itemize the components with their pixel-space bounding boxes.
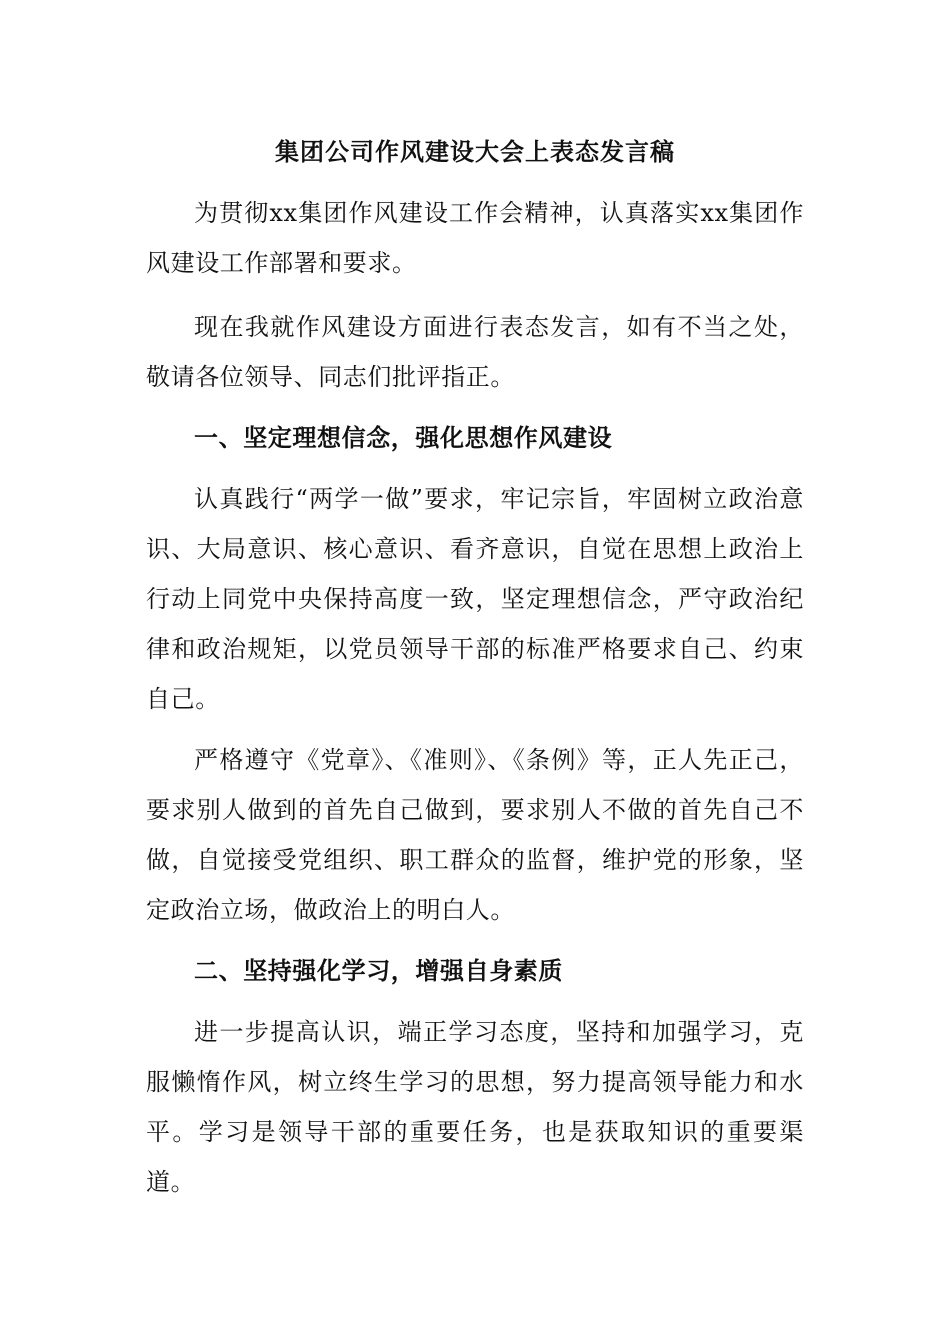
document-title: 集团公司作风建设大会上表态发言稿 [275,137,675,166]
section-1-paragraph-2: 严格遵守《党章》、《准则》、《条例》等，正人先正己，要求别人做到的首先自己做到，要求别人不做的首先自己不做，自觉接受党组织、职工群众的监督，维护党的形象，坚定政治立场，做政治上的明白人。 [146,746,804,924]
section-1-heading: 一、坚定理想信念，强化思想作风建设 [194,423,613,452]
section-2-paragraph-1: 进一步提高认识，端正学习态度，坚持和加强学习，克服懒惰作风，树立终生学习的思想，努力提高领导能力和水平。学习是领导干部的重要任务，也是获取知识的重要渠道。 [146,1018,804,1196]
section-1-paragraph-1: 认真践行“两学一做”要求，牢记宗旨，牢固树立政治意识、大局意识、核心意识、看齐意识，自觉在思想上政治上行动上同党中央保持高度一致，坚定理想信念，严守政治纪律和政治规矩，以党员领导干部的标准严格要求自己、约束自己。 [146,485,804,713]
intro-paragraph-2: 现在我就作风建设方面进行表态发言，如有不当之处，敬请各位领导、同志们批评指正。 [146,313,804,391]
section-2-heading: 二、坚持强化学习，增强自身素质 [194,956,563,985]
intro-paragraph-1: 为贯彻xx集团作风建设工作会精神，认真落实xx集团作风建设工作部署和要求。 [146,199,804,277]
